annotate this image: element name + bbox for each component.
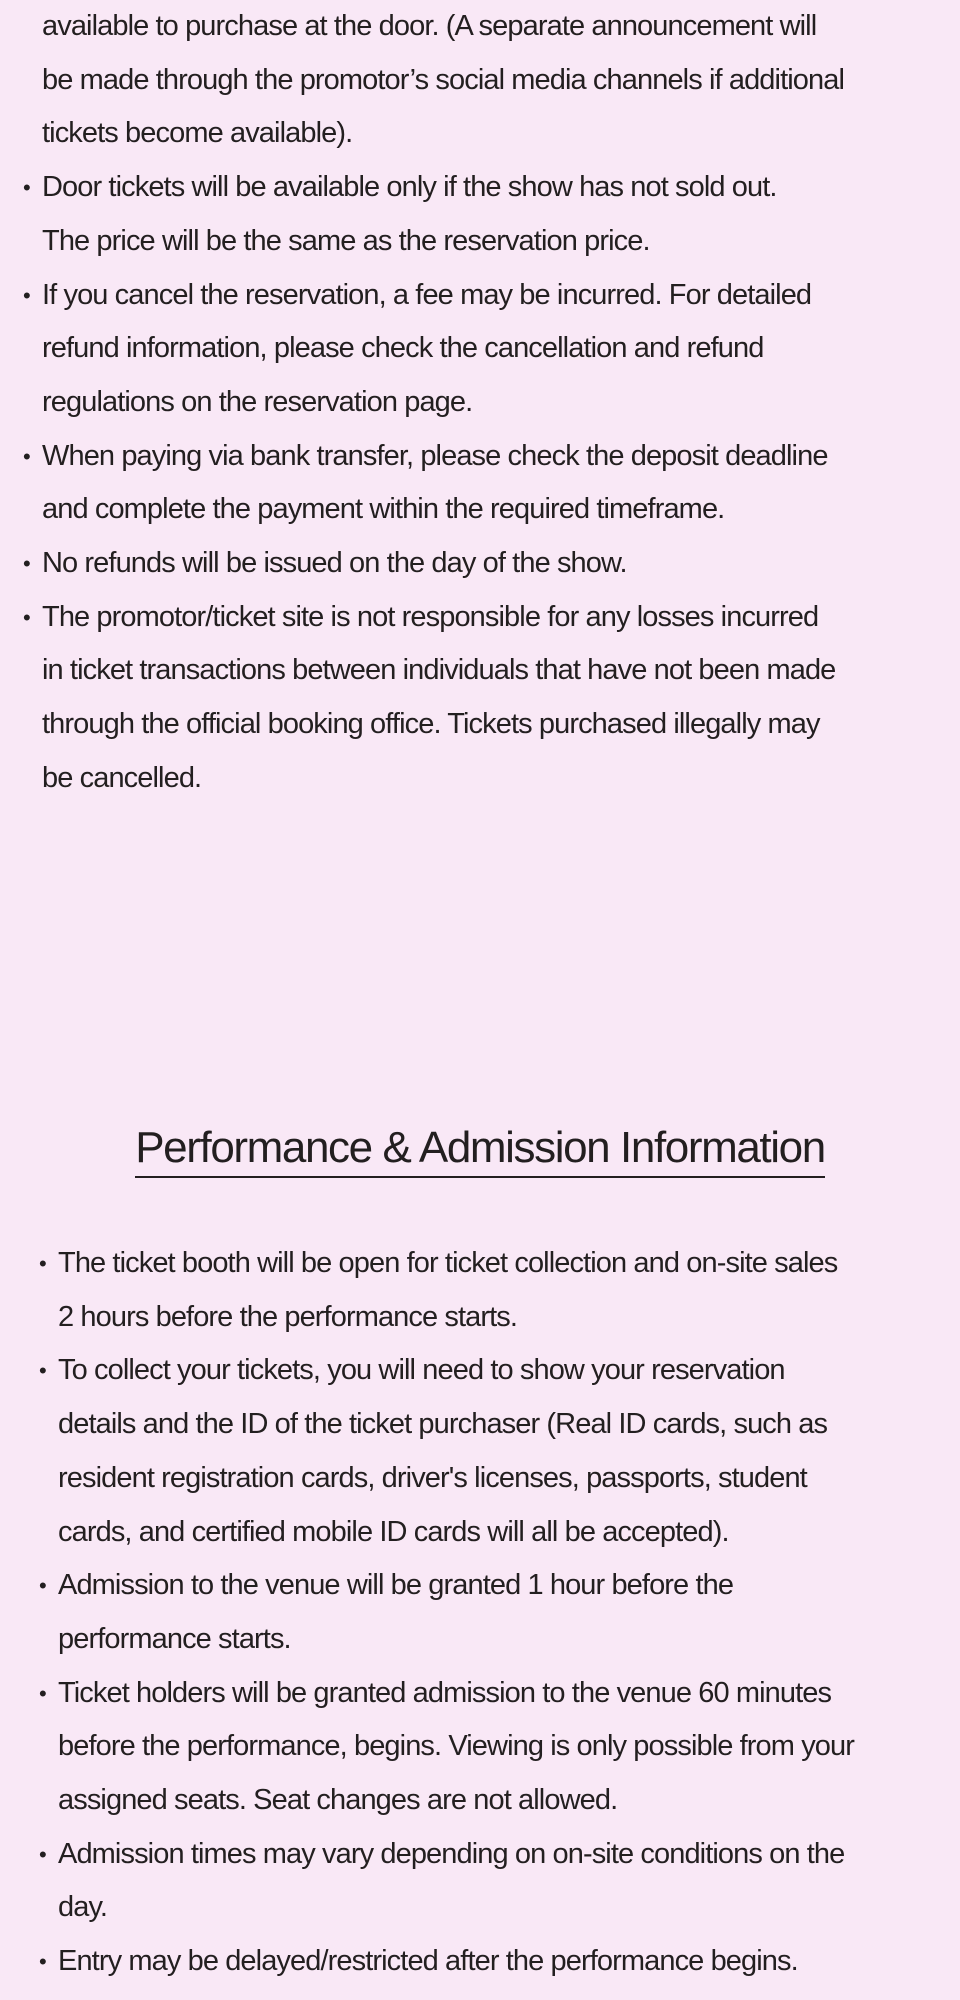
list-item-line: performance starts. [58,1622,291,1655]
list-item-line: be cancelled. [42,761,202,794]
continued-paragraph [0,0,960,161]
list-item-line: If you cancel the reservation, a fee may be incurred. For detailed [42,278,812,311]
list-item-line: To collect your tickets, you will need to show your reservation [58,1354,785,1387]
bullet-icon: • [39,1841,46,1867]
list-item-line: through the official booking office. Tickets purchased illegally may [42,708,820,741]
text-line: available to purchase at the door. (A separate announcement will [42,10,817,42]
bullet-icon: • [39,1949,46,1975]
list-item-line: Entry may be delayed/restricted after the performance begins. [58,1945,798,1978]
list-item-line: in ticket transactions between individuals that have not been made [42,654,836,687]
list-item [39,1667,940,1828]
list-item-line: No refunds will be issued on the day of the show. [42,547,627,580]
bullet-icon: • [23,443,30,469]
list-item [23,537,940,591]
text-line: tickets become available). [42,117,353,150]
bullet-icon: • [39,1573,46,1599]
bullet-icon: • [39,1680,46,1706]
bullet-icon: • [39,1358,46,1384]
bullet-icon: • [23,551,30,577]
list-item-line: details and the ID of the ticket purchaser (Real ID cards, such as [58,1408,828,1441]
list-item-line: When paying via bank transfer, please check the deposit deadline [42,439,828,472]
ticket-notes-section [0,0,960,806]
list-item [39,1344,940,1559]
admission-info-section [0,1237,960,1989]
list-item [39,1935,940,1989]
list-item-line: day. [58,1891,108,1924]
list-item [39,1559,940,1666]
admission-info-list [0,1237,960,1989]
admission-heading-wrapper [0,1122,960,1178]
list-item-line: 2 hours before the performance starts. [58,1300,518,1333]
list-item-line: regulations on the reservation page. [42,385,473,418]
bullet-icon: • [23,175,30,201]
text-line: be made through the promotor’s social media channels if additional [42,63,844,96]
list-item-line: and complete the payment within the required timeframe. [42,493,725,526]
bullet-icon: • [23,604,30,630]
bullet-icon: • [39,1251,46,1276]
list-item [39,1828,940,1935]
list-item-line: Admission to the venue will be granted 1 hour before the [58,1569,734,1602]
list-item [23,269,940,430]
bullet-icon: • [23,282,30,308]
list-item-line: cards, and certified mobile ID cards will all be accepted). [58,1515,729,1548]
list-item [23,591,940,806]
list-item [23,161,940,268]
ticket-notes-list [0,161,960,805]
list-item-line: Admission times may vary depending on on-site conditions on the [58,1837,845,1870]
list-item-line: assigned seats. Seat changes are not allowed. [58,1784,618,1817]
list-item-line: The price will be the same as the reservation price. [42,224,650,257]
list-item-line: Ticket holders will be granted admission to the venue 60 minutes [58,1676,832,1709]
list-item-line: before the performance, begins. Viewing is only possible from your [58,1730,855,1763]
list-item-line: resident registration cards, driver's licenses, passports, student [58,1461,807,1494]
list-item-line: Door tickets will be available only if the show has not sold out. [42,171,777,204]
list-item-line: refund information, please check the cancellation and refund [42,332,764,365]
list-item-line: The promotor/ticket site is not responsible for any losses incurred [42,600,819,633]
list-item-line: The ticket booth will be open for ticket collection and on-site sales [58,1247,838,1279]
list-item [23,430,940,537]
section-heading: Performance & Admission Information [135,1122,825,1178]
list-item [39,1237,940,1344]
